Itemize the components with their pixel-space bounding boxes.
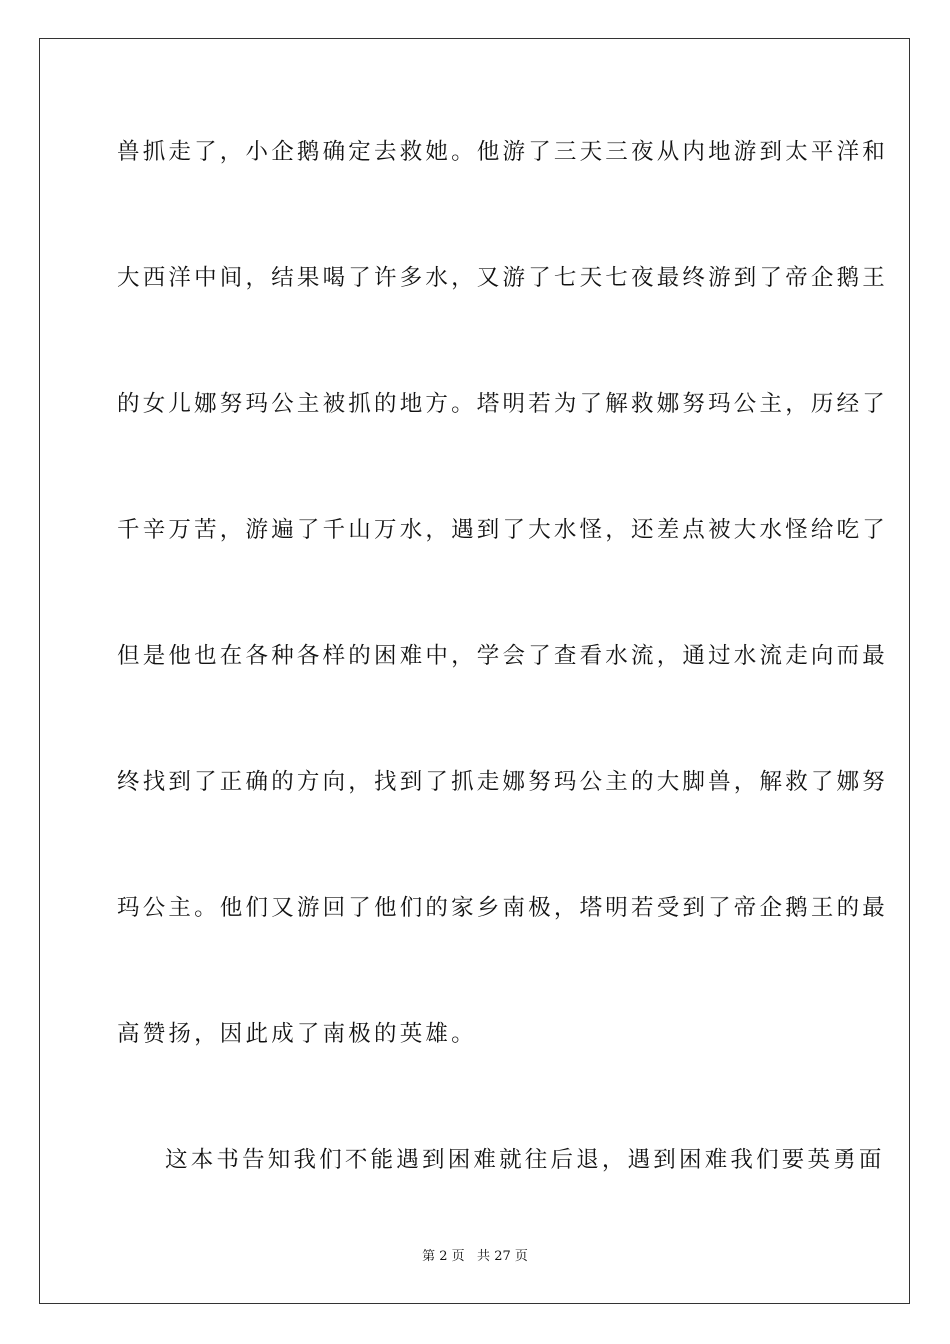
- document-body: [117, 132, 889, 1266]
- text-line: 兽抓走了，小企鹅确定去救她。他游了三天三夜从内地游到太平洋和: [117, 139, 889, 165]
- text-line: 的女儿娜努玛公主被抓的地方。塔明若为了解救娜努玛公主，历经了: [117, 391, 889, 417]
- page-number-footer: 第 2 页 共 27 页: [422, 1249, 528, 1264]
- text-line: 大西洋中间，结果喝了许多水，又游了七天七夜最终游到了帝企鹅王: [117, 265, 889, 291]
- text-line: 千辛万苦，游遍了千山万水，遇到了大水怪，还差点被大水怪给吃了: [117, 517, 889, 543]
- text-line: 玛公主。他们又游回了他们的家乡南极，塔明若受到了帝企鹅王的最: [117, 895, 889, 921]
- text-line: 终找到了正确的方向，找到了抓走娜努玛公主的大脚兽，解救了娜努: [117, 769, 889, 795]
- paragraph-first-line: 这本书告知我们不能遇到困难就往后退，遇到困难我们要英勇面: [165, 1147, 885, 1173]
- text-line: 但是他也在各种各样的困难中，学会了查看水流，通过水流走向而最: [117, 643, 889, 669]
- text-line: 高赞扬，因此成了南极的英雄。: [117, 1021, 477, 1047]
